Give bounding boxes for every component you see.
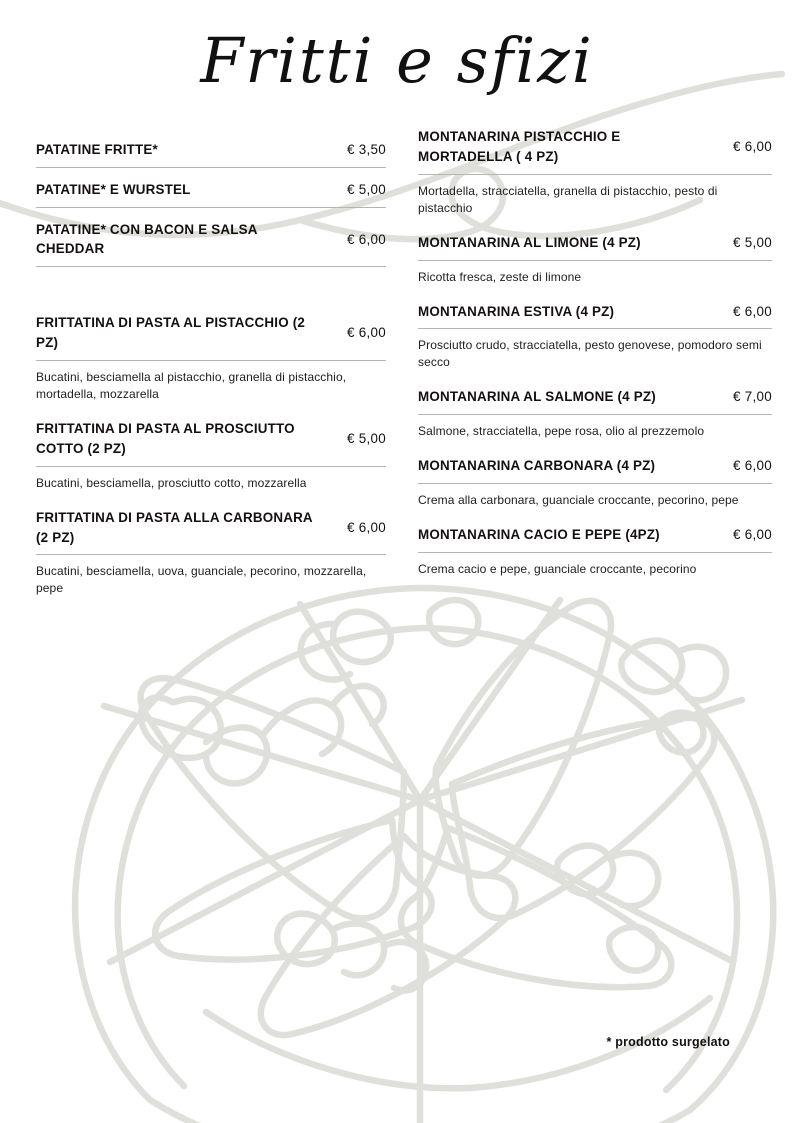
- menu-item[interactable]: [418, 387, 772, 440]
- menu-item[interactable]: [36, 313, 386, 403]
- menu-item-description: Ricotta fresca, zeste di limone: [418, 269, 582, 284]
- section-gap: [36, 267, 386, 313]
- menu-item-price: € 6,00: [346, 519, 386, 535]
- spacer: [36, 208, 386, 220]
- menu-item-name: MONTANARINA CACIO E PEPE (4PZ): [418, 527, 660, 543]
- menu-item-price: € 5,00: [732, 234, 772, 250]
- menu-item-name: PATATINE* CON BACON E SALSA CHEDDAR: [36, 221, 258, 257]
- menu-column-right: [418, 127, 772, 578]
- menu-item-description: Bucatini, besciamella, uova, guanciale, pecorino, mozzarella, pepe: [36, 564, 367, 596]
- menu-item-price: € 5,00: [346, 181, 386, 197]
- menu-item-name: PATATINE* E WURSTEL: [36, 181, 191, 197]
- menu-item-description: Crema cacio e pepe, guanciale croccante, pecorino: [418, 562, 697, 577]
- item-divider: [36, 554, 386, 555]
- menu-item-name: MONTANARINA AL SALMONE (4 PZ): [418, 389, 656, 405]
- item-divider: [418, 552, 772, 553]
- menu-section-patatine: [36, 140, 386, 267]
- menu-item[interactable]: [418, 525, 772, 578]
- menu-item-name: PATATINE FRITTE*: [36, 142, 158, 157]
- frozen-product-footnote: * prodotto surgelato: [606, 1035, 730, 1049]
- item-divider: [418, 260, 772, 261]
- item-divider: [418, 483, 772, 484]
- menu-item[interactable]: [36, 508, 386, 598]
- menu-item-name: MONTANARINA PISTACCHIO E MORTADELLA ( 4 PZ): [418, 129, 621, 164]
- menu-item[interactable]: [36, 419, 386, 492]
- menu-item-price: € 3,50: [346, 142, 386, 157]
- menu-item-price: € 6,00: [346, 325, 386, 341]
- menu-item[interactable]: [418, 233, 772, 286]
- menu-item-description: Bucatini, besciamella al pistacchio, granella di pistacchio, mortadella, mozzarella: [36, 369, 347, 401]
- spacer: [36, 168, 386, 180]
- item-divider: [418, 414, 772, 415]
- menu-item-price: € 5,00: [346, 430, 386, 446]
- menu-item-name: MONTANARINA AL LIMONE (4 PZ): [418, 234, 641, 250]
- menu-item-price: € 7,00: [732, 389, 772, 405]
- item-divider: [36, 466, 386, 467]
- menu-item-description: Bucatini, besciamella, prosciutto cotto, mozzarella: [36, 475, 307, 490]
- menu-item-description: Salmone, stracciatella, pepe rosa, olio al prezzemolo: [418, 424, 705, 439]
- menu-item-name: FRITTATINA DI PASTA AL PROSCIUTTO COTTO (2 PZ): [36, 421, 295, 456]
- item-divider: [418, 174, 772, 175]
- menu-item-name: FRITTATINA DI PASTA ALLA CARBONARA (2 PZ): [36, 509, 313, 545]
- menu-item[interactable]: [418, 127, 772, 217]
- menu-item[interactable]: [418, 456, 772, 509]
- menu-item-price: € 6,00: [732, 527, 772, 543]
- menu-item-name: FRITTATINA DI PASTA AL PISTACCHIO (2 PZ): [36, 315, 306, 351]
- menu-item-name: MONTANARINA ESTIVA (4 PZ): [418, 303, 615, 319]
- menu-item-description: Mortadella, stracciatella, granella di pistacchio, pesto di pistacchio: [418, 183, 718, 215]
- menu-item-price: € 6,00: [346, 231, 386, 247]
- menu-column-left: [36, 140, 386, 597]
- menu-item[interactable]: [36, 180, 386, 208]
- menu-item[interactable]: [36, 220, 386, 268]
- menu-item[interactable]: [418, 302, 772, 372]
- page-title: Fritti e sfizi: [200, 24, 594, 97]
- item-divider: [36, 360, 386, 361]
- menu-item-price: € 6,00: [732, 303, 772, 319]
- menu-section-frittatine: [36, 313, 386, 597]
- menu-item-price: € 6,00: [732, 138, 772, 154]
- menu-item-price: € 6,00: [732, 458, 772, 474]
- menu-item-name: MONTANARINA CARBONARA (4 PZ): [418, 458, 656, 474]
- menu-section-montanarine: [418, 127, 772, 578]
- menu-item-description: Crema alla carbonara, guanciale croccante, pecorino, pepe: [418, 493, 739, 508]
- menu-item[interactable]: [36, 140, 386, 168]
- menu-item-description: Prosciutto crudo, stracciatella, pesto genovese, pomodoro semi secco: [418, 338, 762, 370]
- item-divider: [418, 328, 772, 329]
